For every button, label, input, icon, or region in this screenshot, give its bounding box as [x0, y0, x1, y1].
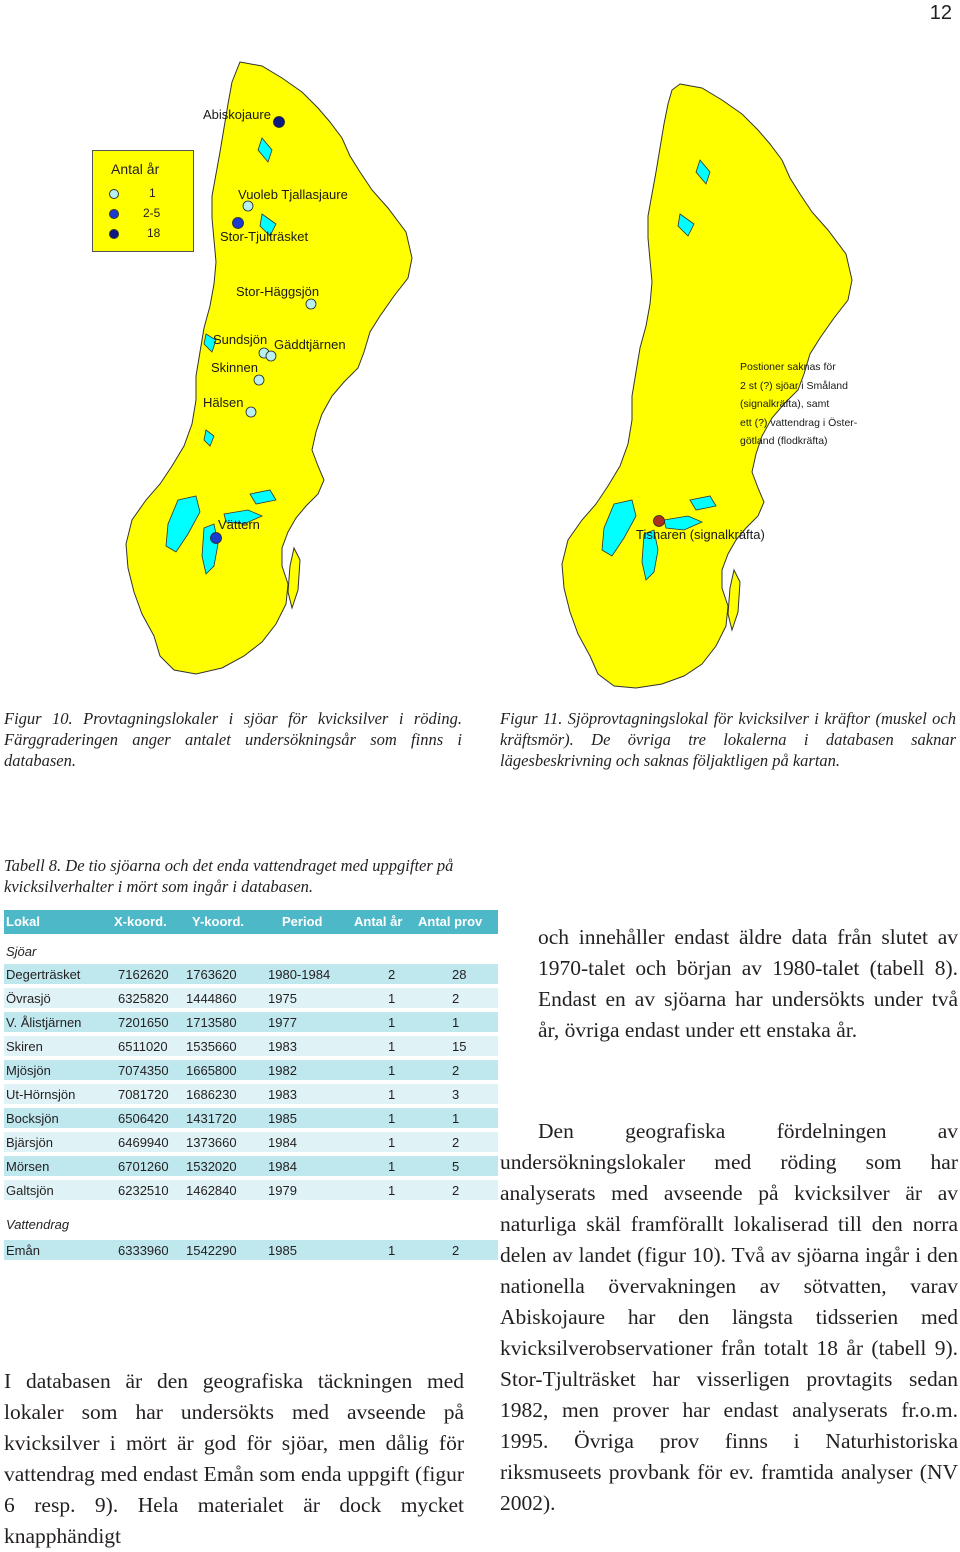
table-cell: Bjärsjön: [6, 1135, 53, 1150]
table-cell: Emån: [6, 1243, 40, 1258]
table-row: [4, 1060, 498, 1080]
table-row: [4, 1036, 498, 1056]
table-cell: Ut-Hörnsjön: [6, 1087, 76, 1102]
left-body-text: I databasen är den geografiska täckningen med lokaler som har undersökts med avseende på kvicksilver i mört är god för sjöar, men dålig för vattendrag med endast Emån som enda uppgift (figur 6 resp. 9). Hela materialet är dock mycket knapphändigt: [4, 1369, 464, 1548]
table-cell: 7162620: [118, 967, 169, 982]
table-cell: 1444860: [186, 991, 237, 1006]
table-cell: 1: [388, 1039, 396, 1054]
table-cell: Mörsen: [6, 1159, 50, 1174]
table-cell: 1: [388, 1159, 396, 1174]
gaddtjarnen-point: [266, 351, 276, 361]
table-cell: 1: [388, 1063, 396, 1078]
label-abiskojaure: Abiskojaure: [203, 107, 271, 122]
vuoleb-point: [243, 201, 253, 211]
table-cell: 1373660: [186, 1135, 237, 1150]
group-streams: Vattendrag: [6, 1217, 70, 1232]
table-cell: 1: [388, 1015, 396, 1030]
col-period: Period: [282, 914, 323, 929]
table-cell: 1763620: [186, 967, 237, 982]
tisnaren-point: [654, 516, 665, 527]
label-gaddtjarnen: Gäddtjärnen: [274, 337, 346, 352]
halsen-point: [246, 407, 256, 417]
table-cell: 28: [452, 967, 467, 982]
table-cell: 2: [452, 1243, 460, 1258]
table-row: [4, 1108, 498, 1128]
table-cell: Mjösjön: [6, 1063, 51, 1078]
right-body-paragraph-2: Den geografiska fördelningen av undersökningslokaler med röding som har analyserats med avseende på kvicksilver är av naturliga skäl framförallt lokaliserad till den norra delen av landet (figur 10). Två av sjöarna ingår i den nationella övervakningen av sötvatten, varav Abiskojaure har den längsta tidsserien med kvicksilverobservationer från totalt 18 år (tabell 9). Stor-Tjulträsket har visserligen provtagits sedan 1982, men prover har endast analyserats fr.o.m. 1995. Övriga prov finns i Naturhistoriska riksmuseets provbank för ev. framtida analyser (NV 2002).: [500, 1119, 958, 1515]
stortjul-point: [233, 218, 244, 229]
table-cell: Bocksjön: [6, 1111, 59, 1126]
col-antal-ar: Antal år: [354, 914, 403, 929]
table-cell: 1984: [268, 1159, 297, 1174]
table-row: [4, 1084, 498, 1104]
table-cell: 1462840: [186, 1183, 237, 1198]
vattern-point: [211, 533, 222, 544]
legend-dot-icon: [109, 229, 119, 239]
table-cell: 1: [388, 991, 396, 1006]
table-cell: 2: [388, 967, 396, 982]
table-cell: 1535660: [186, 1039, 237, 1054]
table-cell: 6333960: [118, 1243, 169, 1258]
col-lokal: Lokal: [6, 914, 40, 929]
table-cell: Övrasjö: [6, 991, 51, 1006]
table-cell: 1: [452, 1111, 460, 1126]
label-vuoleb: Vuoleb Tjallasjaure: [238, 187, 348, 202]
table-cell: 1665800: [186, 1063, 237, 1078]
legend-item: 2-5: [109, 205, 179, 221]
table-cell: 1984: [268, 1135, 297, 1150]
table-cell: 6469940: [118, 1135, 169, 1150]
right-body-paragraph-1: och innehåller endast äldre data från slutet av 1970-talet och början av 1980-talet (tabell 8). Endast en av sjöarna har undersökts under två år, övriga endast under ett enstaka år.: [538, 925, 958, 1042]
table-row: [4, 1012, 498, 1032]
table-cell: 3: [452, 1087, 460, 1102]
legend-title: Antal år: [111, 161, 160, 177]
col-x: X-koord.: [114, 914, 167, 929]
table-cell: 2: [452, 1135, 460, 1150]
label-halsen: Hälsen: [203, 395, 244, 410]
map-note: Postioner saknas för 2 st (?) sjöar i Småland (signalkräfta), samt ett (?) vattendrag i Öster- götland (flodkräfta): [740, 361, 858, 447]
table-cell: 7074350: [118, 1063, 169, 1078]
figure-10-caption: Figur 10. Provtagningslokaler i sjöar för kvicksilver i röding. Färggraderingen anger antalet undersökningsår som finns i databasen.: [4, 709, 462, 770]
abiskojaure-point: [274, 117, 285, 128]
table-cell: 7201650: [118, 1015, 169, 1030]
table-cell: 1985: [268, 1243, 297, 1258]
table-cell: 1686230: [186, 1087, 237, 1102]
table-cell: 2: [452, 991, 460, 1006]
table-cell: 1977: [268, 1015, 297, 1030]
table-cell: 1983: [268, 1039, 297, 1054]
table-cell: 1983: [268, 1087, 297, 1102]
figure-11-caption: Figur 11. Sjöprovtagningslokal för kvicksilver i kräftor (muskel och kräftsmör). De övriga tre lokalerna i databasen saknar lägesbeskrivning och saknas följaktligen på kartan.: [500, 709, 956, 770]
table-cell: 1: [452, 1015, 460, 1030]
table-cell: 1: [388, 1243, 396, 1258]
legend-dot-icon: [109, 209, 119, 219]
table-cell: 5: [452, 1159, 460, 1174]
table-cell: 1985: [268, 1111, 297, 1126]
legend-dot-icon: [109, 189, 119, 199]
label-storhagg: Stor-Häggsjön: [236, 284, 320, 299]
skinnen-point: [254, 375, 264, 385]
table-cell: 1: [388, 1111, 396, 1126]
table-cell: 6506420: [118, 1111, 169, 1126]
table-8-caption: Tabell 8. De tio sjöarna och det enda vattendraget med uppgifter på kvicksilverhalter i mört som ingår i databasen.: [4, 856, 454, 896]
table-cell: 7081720: [118, 1087, 169, 1102]
table-cell: 6232510: [118, 1183, 169, 1198]
table-cell: Galtsjön: [6, 1183, 54, 1198]
table-cell: 15: [452, 1039, 467, 1054]
table-cell: 1982: [268, 1063, 297, 1078]
table-row: [4, 988, 498, 1008]
table-cell: 1: [388, 1183, 396, 1198]
col-antal-prov: Antal prov: [418, 914, 483, 929]
maps-figure: [0, 0, 960, 690]
table-cell: 6325820: [118, 991, 169, 1006]
table-cell: 1980-1984: [268, 967, 331, 982]
table-cell: 6511020: [118, 1039, 168, 1054]
table-row: [4, 1132, 498, 1152]
table-cell: Degerträsket: [6, 967, 81, 982]
group-lakes: Sjöar: [6, 944, 37, 959]
storhagg-point: [306, 299, 316, 309]
table-header: [4, 910, 498, 934]
col-y: Y-koord.: [192, 914, 245, 929]
table-cell: 1542290: [186, 1243, 237, 1258]
table-cell: 1979: [268, 1183, 297, 1198]
table-cell: V. Ålistjärnen: [6, 1015, 82, 1030]
label-sundsjon: Sundsjön: [213, 332, 268, 347]
table-cell: 1431720: [186, 1111, 237, 1126]
table-row: [4, 1156, 498, 1176]
table-cell: Skiren: [6, 1039, 43, 1054]
table-cell: 2: [452, 1183, 460, 1198]
table-cell: 1713580: [186, 1015, 237, 1030]
page-number: 12: [929, 2, 952, 24]
table-row: [4, 1180, 498, 1200]
label-skinnen: Skinnen: [211, 360, 258, 375]
table-cell: 6701260: [118, 1159, 169, 1174]
label-stortjul: Stor-Tjulträsket: [220, 229, 309, 244]
legend-item: 1: [109, 185, 179, 201]
label-tisnaren: Tisnaren (signalkräfta): [636, 527, 765, 542]
table-cell: 2: [452, 1063, 460, 1078]
table-cell: 1532020: [186, 1159, 237, 1174]
table-cell: 1: [388, 1135, 396, 1150]
table-row: [4, 964, 498, 984]
legend-item: 18: [109, 225, 179, 241]
table-row: [4, 1240, 498, 1260]
map-legend: [92, 150, 194, 252]
table-cell: 1: [388, 1087, 396, 1102]
label-vattern: Vättern: [218, 517, 260, 532]
table-cell: 1975: [268, 991, 297, 1006]
